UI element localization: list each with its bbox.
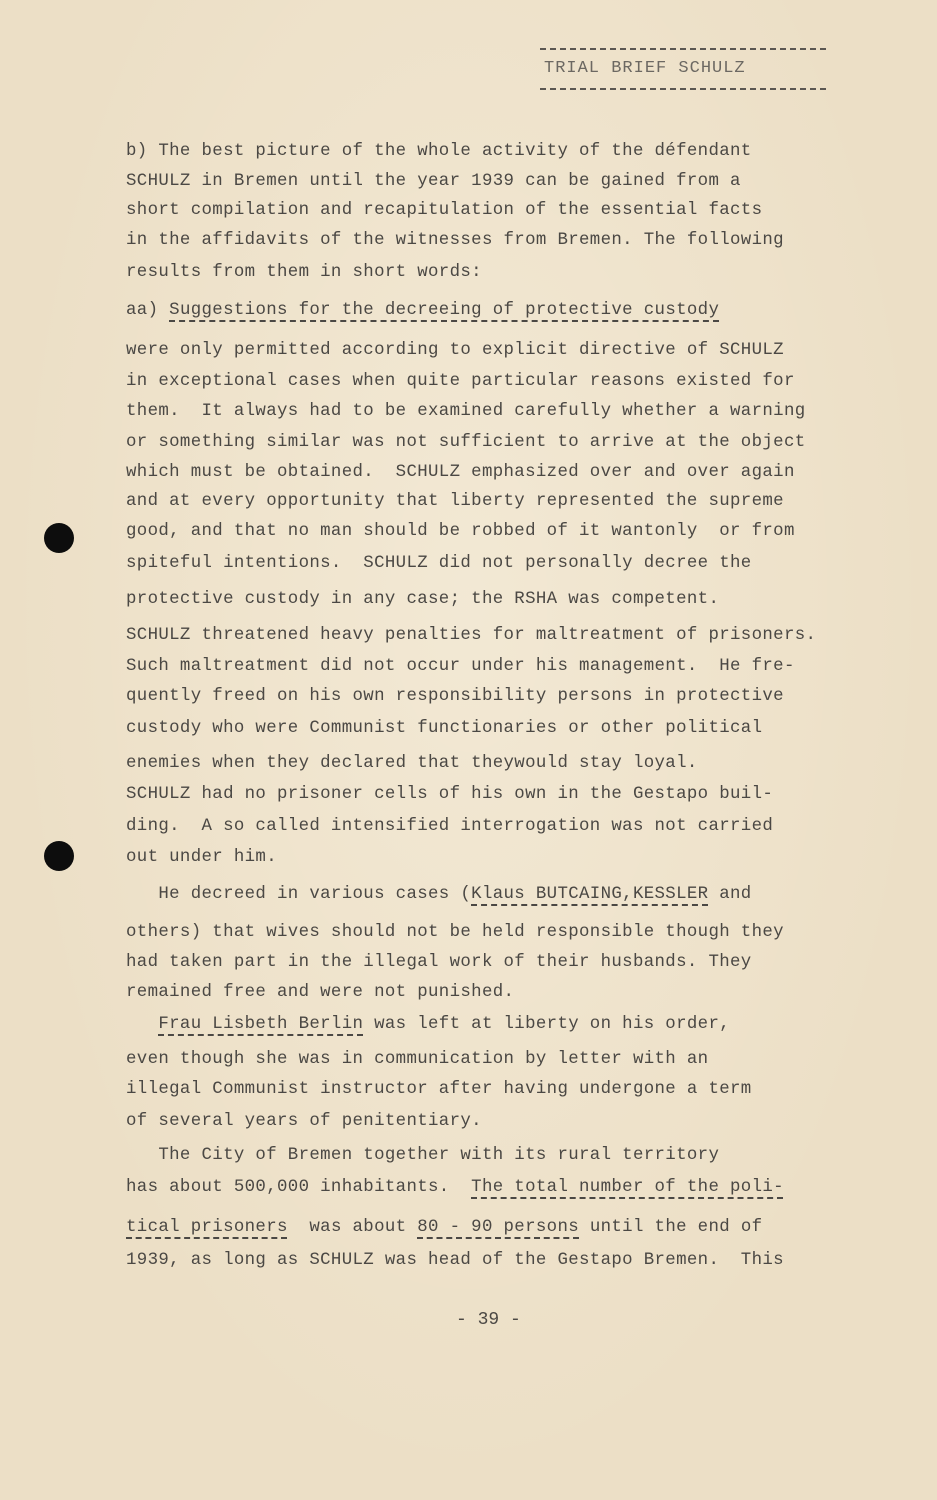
body-line: quently freed on his own responsibility persons in protective xyxy=(126,687,784,706)
underlined-phrase: 80 - 90 persons xyxy=(417,1218,580,1237)
body-line: ding. A so called intensified interrogation was not carried xyxy=(126,817,774,836)
underlined-name: Frau Lisbeth Berlin xyxy=(158,1015,364,1034)
body-line xyxy=(126,1217,762,1239)
body-line: enemies when they declared that theywould stay loyal. xyxy=(126,754,698,773)
body-line: had taken part in the illegal work of their husbands. They xyxy=(126,953,752,972)
body-line: SCHULZ threatened heavy penalties for maltreatment of prisoners. xyxy=(126,626,817,645)
body-line: them. It always had to be examined carefully whether a warning xyxy=(126,402,806,421)
body-line: protective custody in any case; the RSHA was competent. xyxy=(126,590,720,609)
body-line: short compilation and recapitulation of the essential facts xyxy=(126,201,763,220)
body-line: 1939, as long as SCHULZ was head of the Gestapo Bremen. This xyxy=(126,1251,784,1270)
header-title: TRIAL BRIEF SCHULZ xyxy=(544,59,746,78)
body-line: were only permitted according to explicit directive of SCHULZ xyxy=(126,341,784,360)
underlined-phrase: The total number of the poli- xyxy=(471,1178,784,1197)
body-line xyxy=(126,884,752,906)
indent xyxy=(126,1015,158,1034)
punch-hole-icon xyxy=(44,841,74,871)
body-line: remained free and were not punished. xyxy=(126,983,515,1002)
line-middle: was about xyxy=(287,1218,418,1237)
body-line: custody who were Communist functionaries or other political xyxy=(126,719,763,738)
body-line: results from them in short words: xyxy=(126,263,482,282)
body-line: SCHULZ had no prisoner cells of his own in the Gestapo buil- xyxy=(126,785,774,804)
underlined-names: Klaus BUTCAING,KESSLER xyxy=(471,885,709,904)
line-end: until the end of xyxy=(579,1218,763,1237)
paragraph-start: He decreed in various cases ( xyxy=(126,885,472,904)
body-line xyxy=(126,1145,719,1167)
body-line: even though she was in communication by letter with an xyxy=(126,1050,709,1069)
body-line: in the affidavits of the witnesses from Bremen. The following xyxy=(126,231,784,250)
section-label: aa) xyxy=(126,301,170,320)
body-line: good, and that no man should be robbed of it wantonly or from xyxy=(126,522,795,541)
body-line: and at every opportunity that liberty represented the supreme xyxy=(126,492,784,511)
underlined-phrase: tical prisoners xyxy=(126,1218,288,1237)
paragraph-tail: and xyxy=(708,885,752,904)
page-number: - 39 - xyxy=(456,1310,521,1330)
header-block xyxy=(540,48,830,90)
body-line: Such maltreatment did not occur under his management. He fre- xyxy=(126,657,795,676)
body-line: out under him. xyxy=(126,848,278,867)
line-start: has about 500,000 inhabitants. xyxy=(126,1178,472,1197)
body-line: or something similar was not sufficient to arrive at the object xyxy=(126,433,806,452)
paragraph-tail: was left at liberty on his order, xyxy=(363,1015,731,1034)
body-line: of several years of penitentiary. xyxy=(126,1112,482,1131)
paragraph-start: The City of Bremen together with its rural territory xyxy=(158,1146,720,1165)
body-line xyxy=(126,1014,730,1036)
body-line: b) The best picture of the whole activity of the défendant xyxy=(126,142,752,161)
indent xyxy=(126,1146,158,1165)
body-line: illegal Communist instructor after having undergone a term xyxy=(126,1080,752,1099)
body-line: others) that wives should not be held responsible though they xyxy=(126,923,784,942)
underlined-heading: Suggestions for the decreeing of protective custody xyxy=(169,301,720,320)
punch-hole-icon xyxy=(44,523,74,553)
body-line: in exceptional cases when quite particular reasons existed for xyxy=(126,372,795,391)
body-line: which must be obtained. SCHULZ emphasized over and over again xyxy=(126,463,795,482)
body-line xyxy=(126,1177,784,1199)
body-line xyxy=(126,300,719,322)
body-line: spiteful intentions. SCHULZ did not personally decree the xyxy=(126,554,752,573)
header-dash-line-bottom xyxy=(540,88,826,90)
body-line: SCHULZ in Bremen until the year 1939 can be gained from a xyxy=(126,172,741,191)
